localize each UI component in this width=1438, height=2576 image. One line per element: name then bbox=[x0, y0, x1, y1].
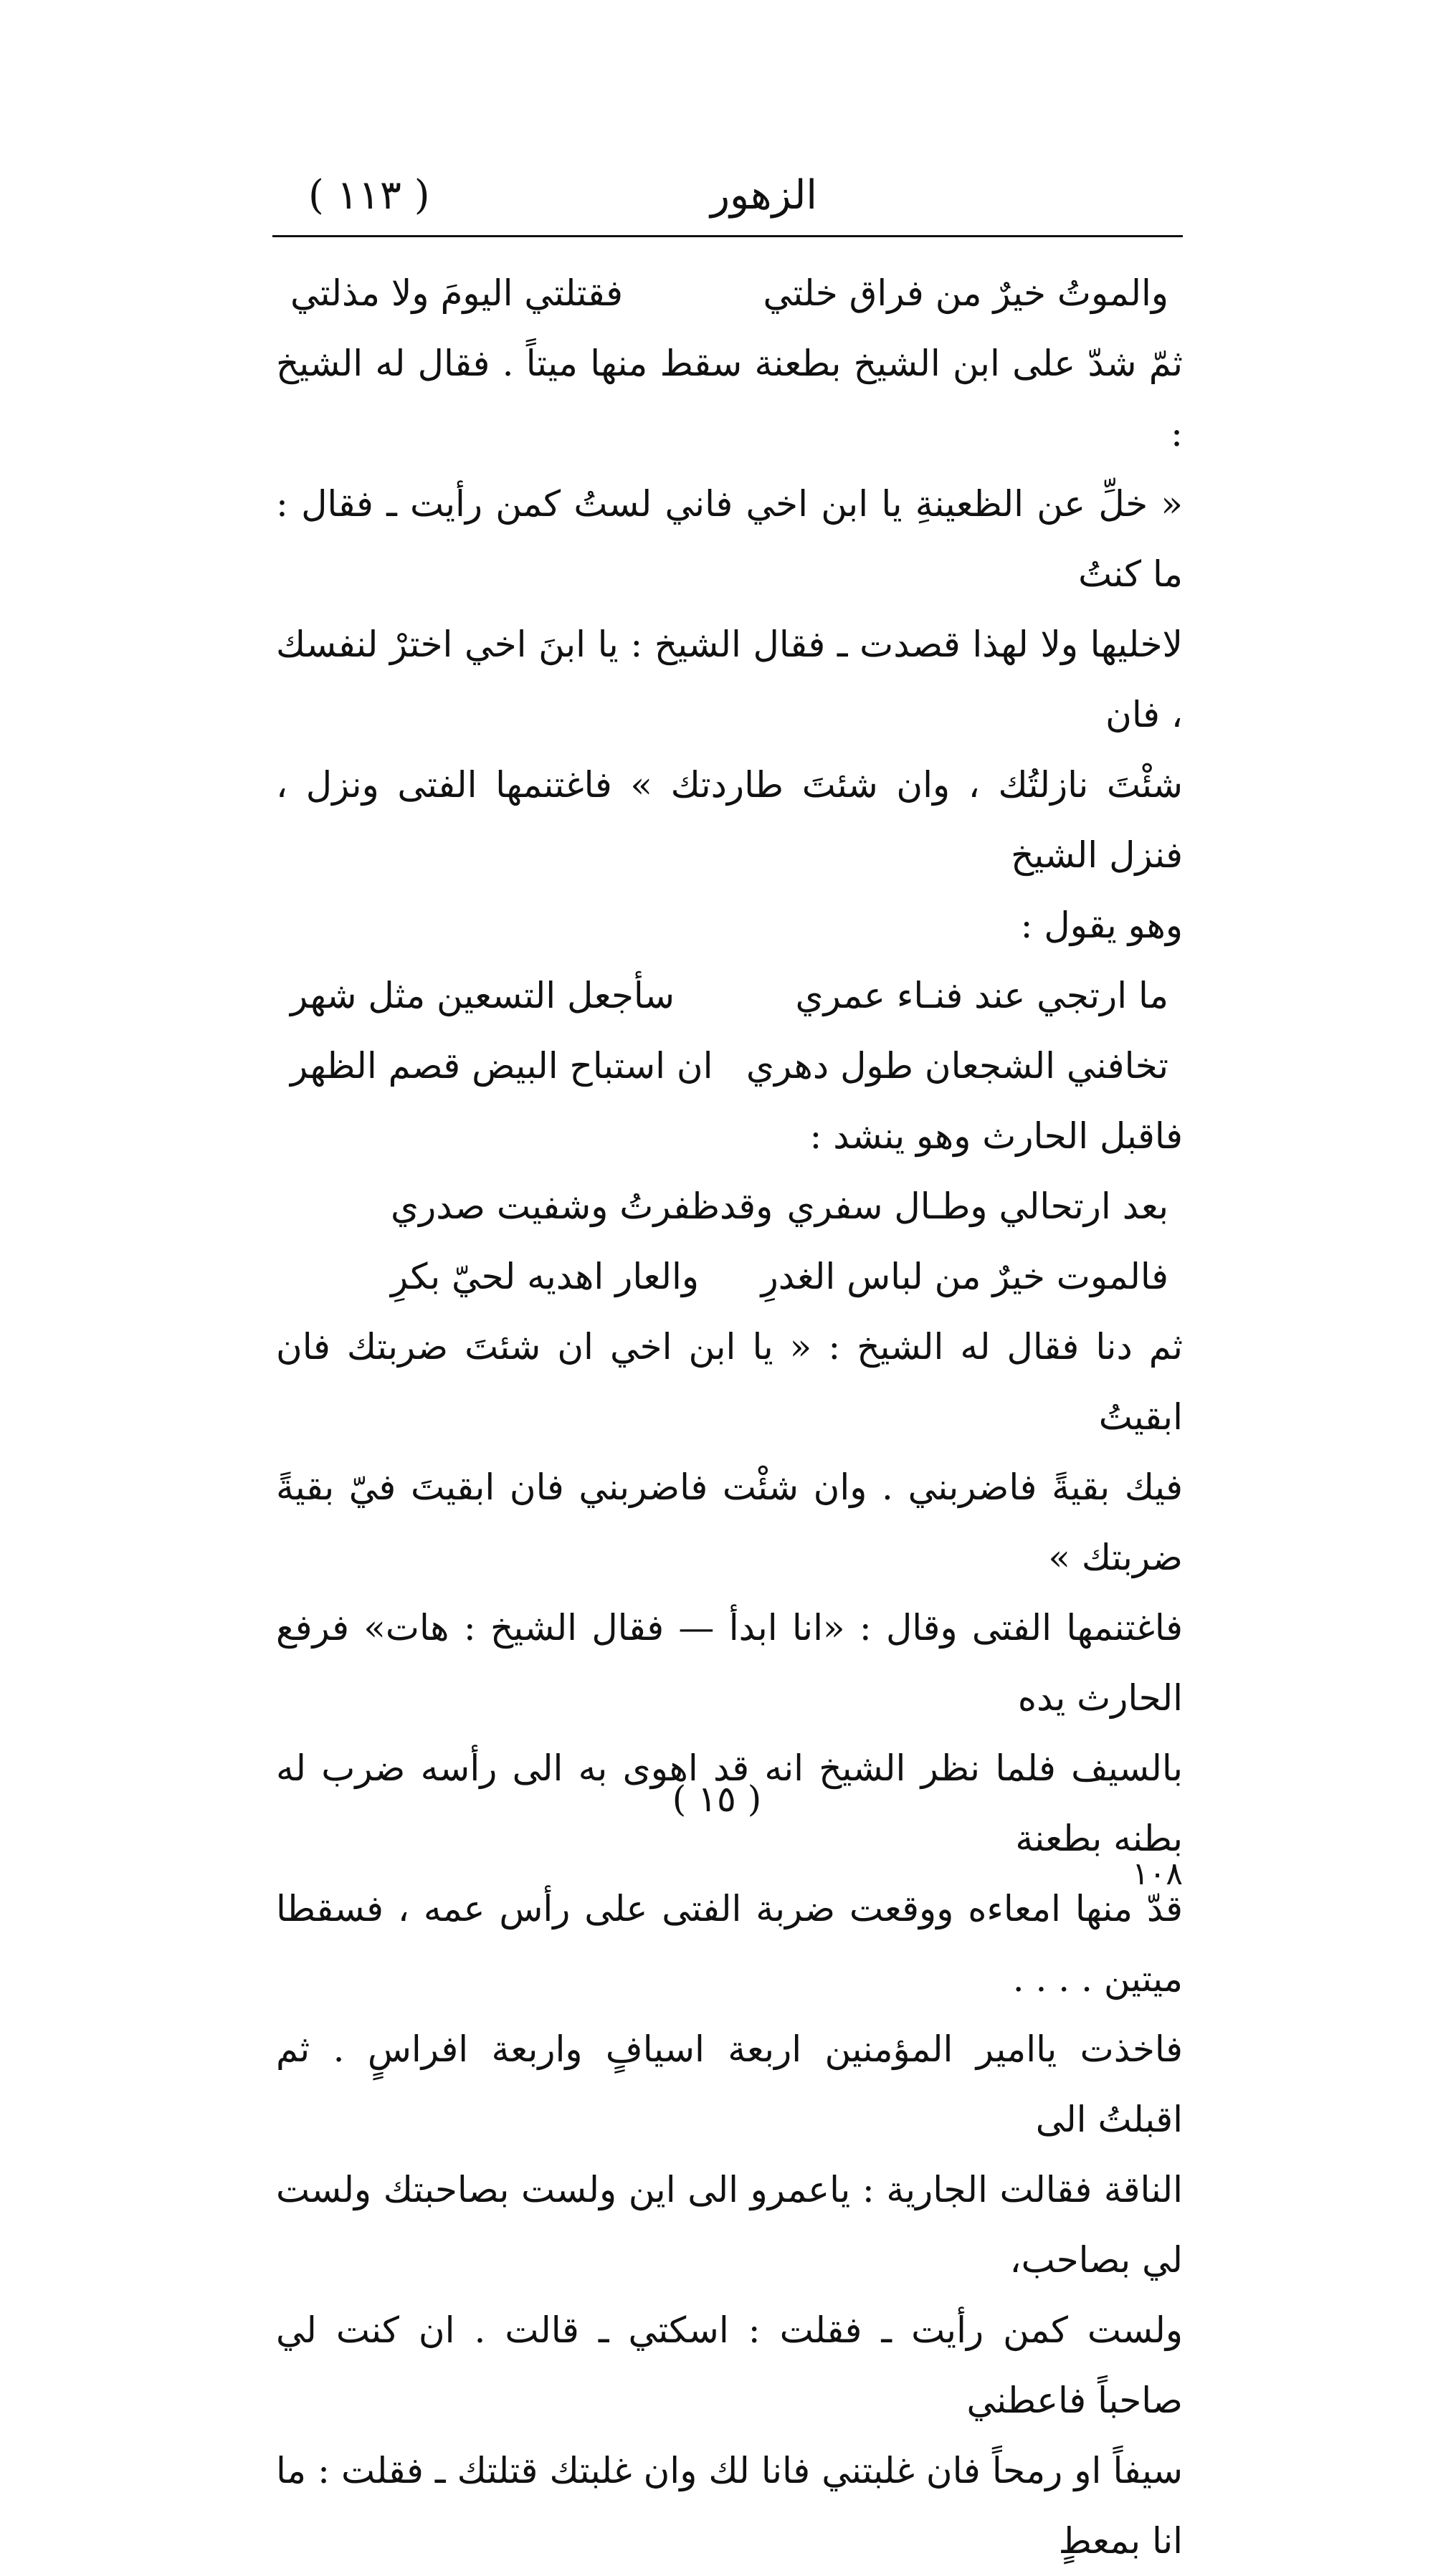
verse-line bbox=[276, 1171, 1183, 1241]
hemistich-second: ان استباح البيض قصم الظهر bbox=[290, 1045, 713, 1087]
prose-line: بالسيف فلما نظر الشيخ انه قد اهوى به الى رأسه ضرب له بطنه بطعنة bbox=[276, 1747, 1183, 1859]
prose-line: ثم دنا فقال له الشيخ : « يا ابن اخي ان شئتَ ضربتك فان ابقيتُ bbox=[276, 1326, 1183, 1438]
page-header bbox=[287, 163, 1190, 228]
hemistich-first: والموتُ خيرٌ من فراق خلتي bbox=[763, 272, 1168, 314]
hemistich-second: فقتلتي اليومَ ولا مذلتي bbox=[290, 272, 623, 314]
prose-line: لاخليها ولا لهذا قصدت ـ فقال الشيخ : يا ابنَ اخي اخترْ لنفسك ، فان bbox=[276, 624, 1183, 735]
hemistich-first: ما ارتجي عند فنـاء عمري bbox=[795, 975, 1168, 1016]
footer-page-number: ١٠٨ bbox=[1132, 1856, 1183, 1892]
prose-line: فيك بقيةً فاضربني . وان شئْت فاضربني فان ابقيتَ فيّ بقيةً ضربتك » bbox=[276, 1466, 1183, 1578]
hemistich-first: فالموت خيرٌ من لباس الغدرِ bbox=[761, 1256, 1168, 1297]
verse-line bbox=[276, 1241, 1183, 1312]
signature-mark: ( ١٥ ) bbox=[672, 1778, 762, 1820]
prose-line: فاخذت ياامير المؤمنين اربعة اسيافٍ واربعة افراسٍ . ثم اقبلتُ الى bbox=[276, 2028, 1183, 2140]
prose-line: وهو يقول : bbox=[1020, 905, 1183, 946]
prose-line: الناقة فقالت الجارية : ياعمرو الى اين ولست بصاحبتك ولست لي بصاحب، bbox=[276, 2169, 1183, 2281]
verse-line bbox=[276, 258, 1183, 328]
hemistich-first: بعد ارتحالي وطـال سفري bbox=[786, 1186, 1168, 1227]
hemistich-second: والعار اهديه لحيّ بكرِ bbox=[391, 1256, 699, 1297]
prose-line: سيفاً او رمحاً فان غلبتني فانا لك وان غلبتك قتلتك ـ فقلت : ما انا بمعطٍ bbox=[276, 2450, 1183, 2562]
hemistich-second: سأجعل التسعين مثل شهر bbox=[290, 975, 675, 1016]
prose-line: « خلِّ عن الظعينةِ يا ابن اخي فاني لستُ كمن رأيت ـ فقال : ما كنتُ bbox=[276, 483, 1183, 595]
prose-line: فاغتنمها الفتى وقال : «انا ابدأ — فقال الشيخ : هات» فرفع الحارث يده bbox=[276, 1607, 1183, 1719]
prose-line: ثمّ شدّ على ابن الشيخ بطعنة سقط منها ميتاً . فقال له الشيخ : bbox=[276, 343, 1183, 454]
prose-line: قدّ منها امعاءه ووقعت ضربة الفتى على رأس عمه ، فسقطا ميتين . . . . bbox=[276, 1888, 1183, 2000]
running-title: الزهور bbox=[710, 172, 817, 219]
verse-line bbox=[276, 960, 1183, 1031]
header-rule bbox=[272, 235, 1183, 237]
prose-line: فاقبل الحارث وهو ينشد : bbox=[809, 1115, 1183, 1157]
prose-line: ولست كمن رأيت ـ فقلت : اسكتي ـ قالت . ان كنت لي صاحباً فاعطني bbox=[276, 2309, 1183, 2421]
hemistich-first: تخافني الشجعان طول دهري bbox=[746, 1045, 1168, 1087]
hemistich-second: وقدظفرتُ وشفيت صدري bbox=[391, 1186, 773, 1227]
header-page-number: ( ١١٣ ) bbox=[308, 172, 430, 219]
page-body bbox=[276, 258, 1183, 2576]
verse-line bbox=[276, 1031, 1183, 1101]
prose-line: شئْتَ نازلتُك ، وان شئتَ طاردتك » فاغتنمها الفتى ونزل ، فنزل الشيخ bbox=[276, 764, 1183, 876]
